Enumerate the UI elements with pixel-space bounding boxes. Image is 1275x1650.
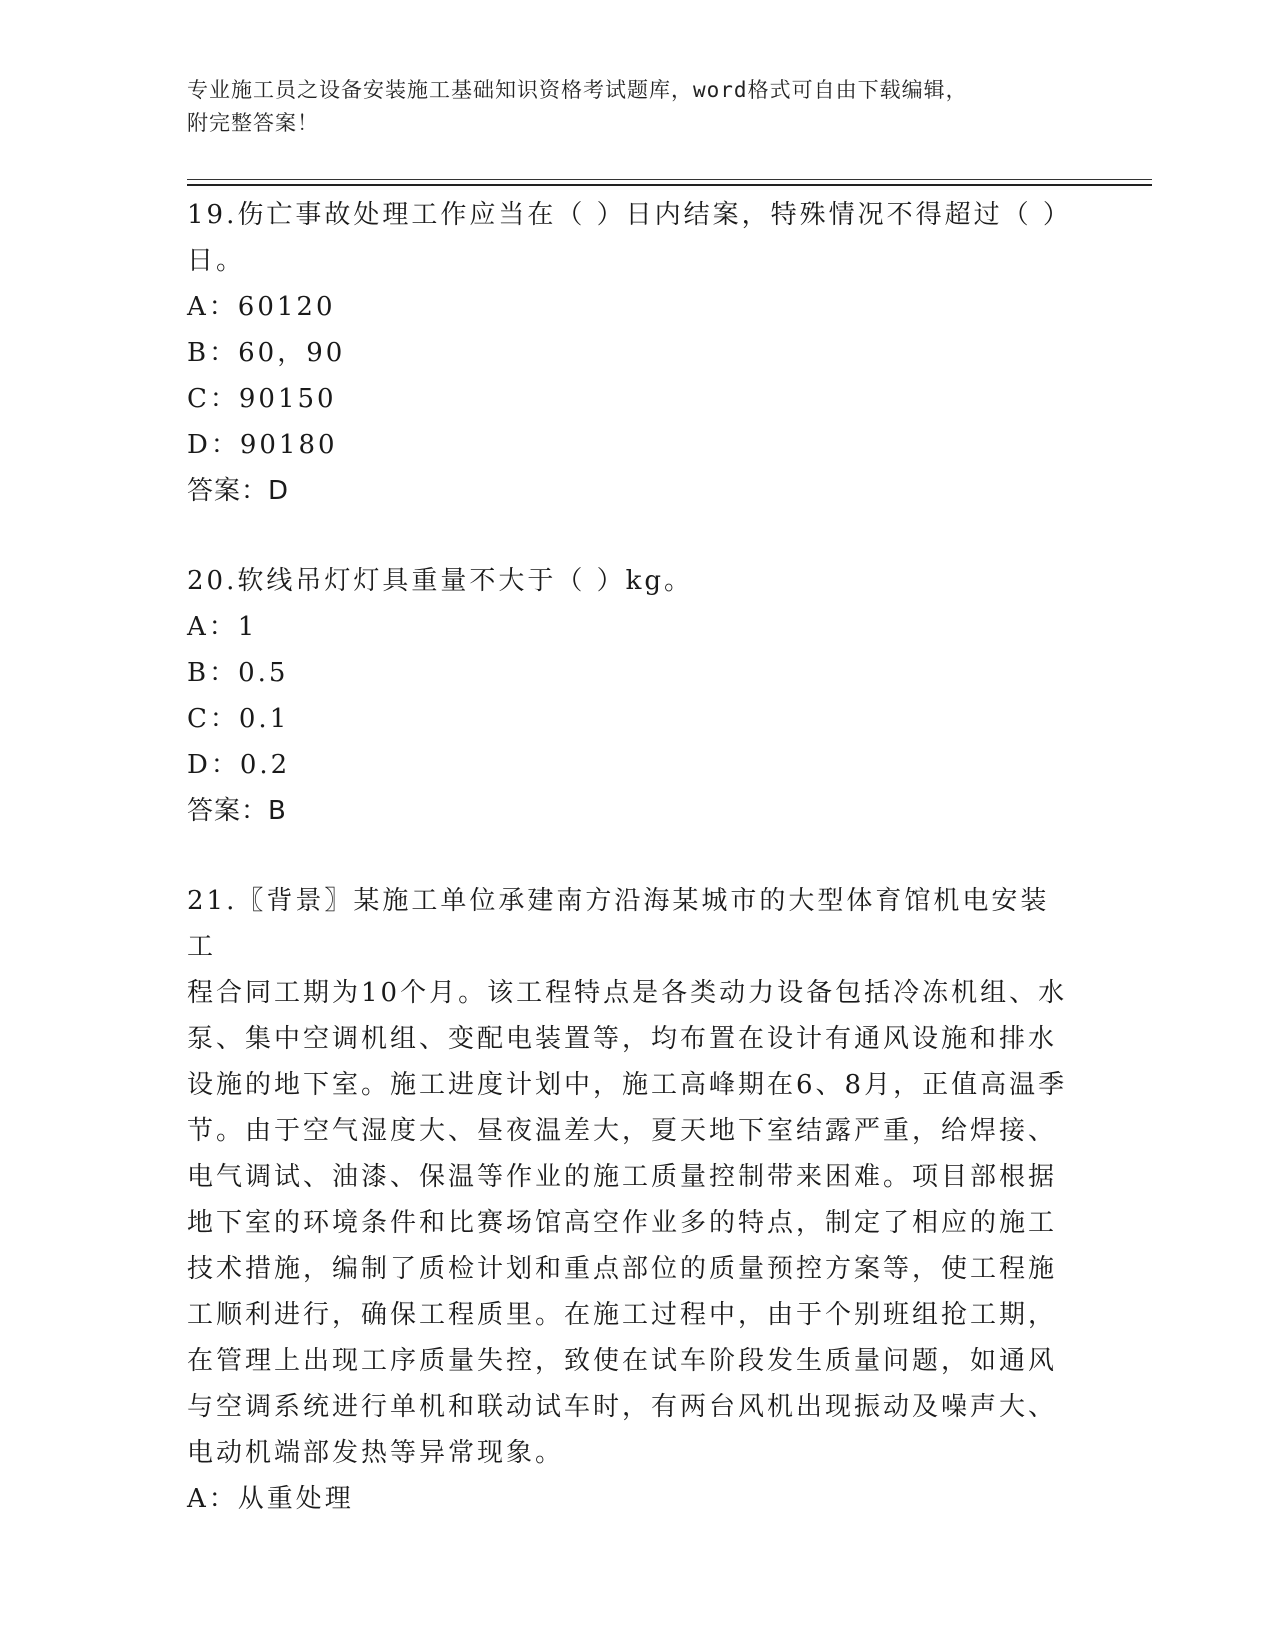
question-21-stem-line: 地下室的环境条件和比赛场馆高空作业多的特点，制定了相应的施工 bbox=[187, 1208, 1058, 1238]
question-spacer bbox=[187, 834, 1077, 878]
question-21-option-a: A：从重处理 bbox=[187, 1484, 354, 1514]
header-divider-thin bbox=[187, 179, 1152, 180]
question-20-option-d: D：0.2 bbox=[187, 750, 291, 780]
question-19-stem-line-1: 19.伤亡事故处理工作应当在（ ）日内结案，特殊情况不得超过（ ） bbox=[187, 200, 1072, 230]
question-19-option-a: A：60120 bbox=[187, 292, 336, 322]
question-21-stem-line: 程合同工期为10个月。该工程特点是各类动力设备包括冷冻机组、水 bbox=[187, 978, 1068, 1008]
question-list bbox=[187, 192, 1077, 1522]
document-header bbox=[187, 74, 1067, 140]
question-21-stem-line: 电动机端部发热等异常现象。 bbox=[187, 1438, 565, 1468]
question-20-option-b: B：0.5 bbox=[187, 658, 289, 688]
question-21-stem-line: 设施的地下室。施工进度计划中，施工高峰期在6、8月，正值高温季 bbox=[187, 1070, 1068, 1100]
question-spacer bbox=[187, 514, 1077, 558]
question-20-option-a: A：1 bbox=[187, 612, 258, 642]
question-21 bbox=[187, 878, 1077, 1522]
question-20-stem: 20.软线吊灯灯具重量不大于（ ）kg。 bbox=[187, 566, 694, 596]
question-19-stem-line-2: 日。 bbox=[187, 246, 246, 276]
question-21-stem-line: 电气调试、油漆、保温等作业的施工质量控制带来困难。项目部根据 bbox=[187, 1162, 1058, 1192]
question-20-answer: 答案：B bbox=[187, 796, 287, 826]
question-19-option-c: C：90150 bbox=[187, 384, 337, 414]
question-19-option-d: D：90180 bbox=[187, 430, 338, 460]
question-21-stem-line: 与空调系统进行单机和联动试车时，有两台风机出现振动及噪声大、 bbox=[187, 1392, 1058, 1422]
question-21-stem-line: 泵、集中空调机组、变配电装置等，均布置在设计有通风设施和排水 bbox=[187, 1024, 1058, 1054]
question-21-stem-line: 工顺利进行，确保工程质里。在施工过程中，由于个别班组抢工期， bbox=[187, 1300, 1058, 1330]
question-19-option-b: B：60，90 bbox=[187, 338, 346, 368]
question-21-stem-line: 节。由于空气湿度大、昼夜温差大，夏天地下室结露严重，给焊接、 bbox=[187, 1116, 1058, 1146]
question-21-stem bbox=[187, 878, 1077, 1476]
question-21-stem-line: 在管理上出现工序质量失控，致使在试车阶段发生质量问题，如通风 bbox=[187, 1346, 1058, 1376]
header-line-1: 专业施工员之设备安装施工基础知识资格考试题库，word格式可自由下载编辑， bbox=[187, 78, 968, 102]
question-19 bbox=[187, 192, 1077, 514]
question-19-stem bbox=[187, 192, 1077, 284]
question-21-stem-line: 技术措施，编制了质检计划和重点部位的质量预控方案等，使工程施 bbox=[187, 1254, 1058, 1284]
header-line-2: 附完整答案！ bbox=[187, 111, 319, 135]
question-20 bbox=[187, 558, 1077, 834]
question-19-answer: 答案：D bbox=[187, 476, 290, 506]
header-divider-thick bbox=[187, 184, 1152, 186]
question-20-option-c: C：0.1 bbox=[187, 704, 290, 734]
question-21-stem-line: 21.〖背景〗某施工单位承建南方沿海某城市的大型体育馆机电安装工 bbox=[187, 886, 1050, 962]
